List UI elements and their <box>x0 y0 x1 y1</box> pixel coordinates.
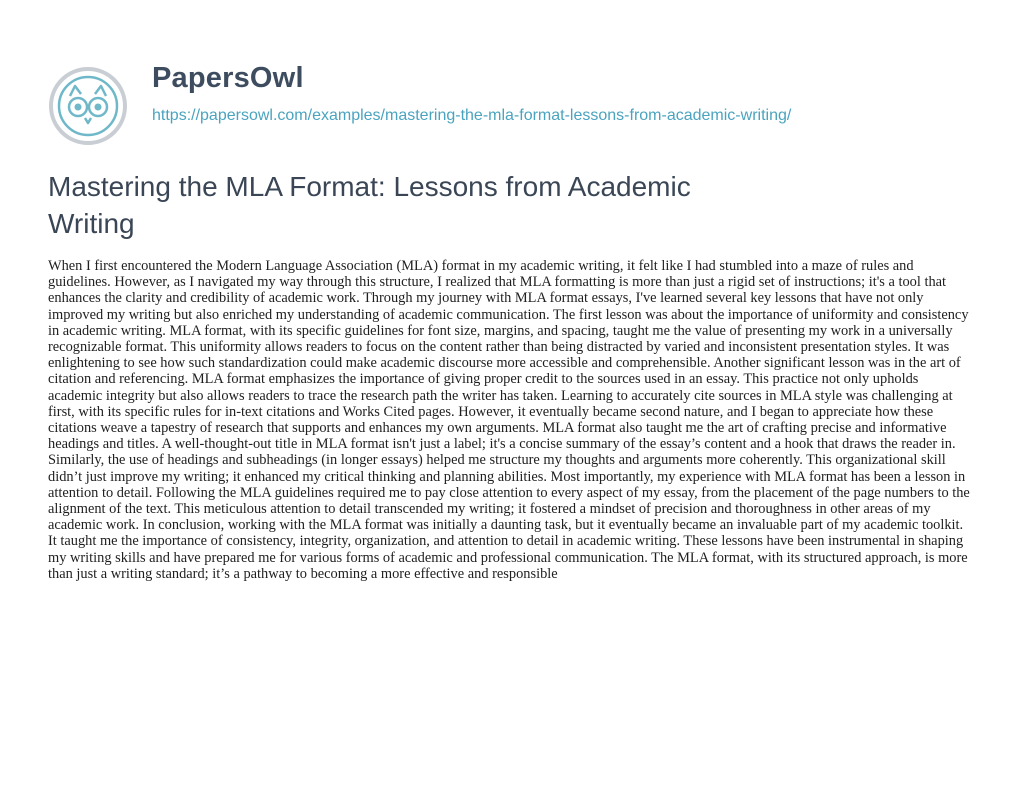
essay-body: When I first encountered the Modern Language Association (MLA) format in my academic writing, it felt like I had stumbled into a maze of rules and guidelines. However, as I navigated my way through this structure, I realized that MLA formatting is more than just a rigid set of instructions; it's a tool that enhances the clarity and credibility of academic work. Through my journey with MLA format essays, I've learned several key lessons that have not only improved my writing but also enriched my understanding of academic communication. The first lesson was about the importance of uniformity and consistency in academic writing. MLA format, with its specific guidelines for font size, margins, and spacing, taught me the value of presenting my work in a universally recognizable format. This uniformity allows readers to focus on the content rather than being distracted by varied and inconsistent presentation styles. It was enlightening to see how such standardization could make academic discourse more accessible and comprehensible. Another significant lesson was in the art of citation and referencing. MLA format emphasizes the importance of giving proper credit to the sources used in an essay. This practice not only upholds academic integrity but also allows readers to trace the research path the writer has taken. Learning to accurately cite sources in MLA style was challenging at first, with its specific rules for in-text citations and Works Cited pages. However, it eventually became second nature, and I began to appreciate how these citations weave a tapestry of research that supports and enhances my own arguments. MLA format also taught me the art of crafting precise and informative headings and titles. A well-thought-out title in MLA format isn't just a label; it's a concise summary of the essay’s content and a hook that draws the reader in. Similarly, the use of headings and subheadings (in longer essays) helped me structure my thoughts and arguments more coherently. This organizational skill didn’t just improve my writing; it enhanced my critical thinking and planning abilities. Most importantly, my experience with MLA format has been a lesson in attention to detail. Following the MLA guidelines required me to pay close attention to every aspect of my essay, from the placement of the page numbers to the alignment of the text. This meticulous attention to detail transcended my writing; it fostered a mindset of precision and thoroughness in other areas of my academic work. In conclusion, working with the MLA format was initially a daunting task, but it eventually became an invaluable part of my academic toolkit. It taught me the importance of consistency, integrity, organization, and attention to detail in academic writing. These lessons have been instrumental in shaping my writing skills and have prepared me for various forms of academic and professional communication. The MLA format, with its structured approach, is more than just a writing standard; it’s a pathway to becoming a more effective and responsible <box>48 258 970 582</box>
essay-title: Mastering the MLA Format: Lessons from Academic Writing <box>48 171 691 239</box>
owl-logo-icon[interactable] <box>48 66 128 146</box>
source-url-link[interactable]: https://papersowl.com/examples/mastering-the-mla-format-lessons-from-academic-writing/ <box>152 107 792 124</box>
brand-name[interactable]: PapersOwl <box>152 62 304 94</box>
site-header <box>48 58 988 138</box>
